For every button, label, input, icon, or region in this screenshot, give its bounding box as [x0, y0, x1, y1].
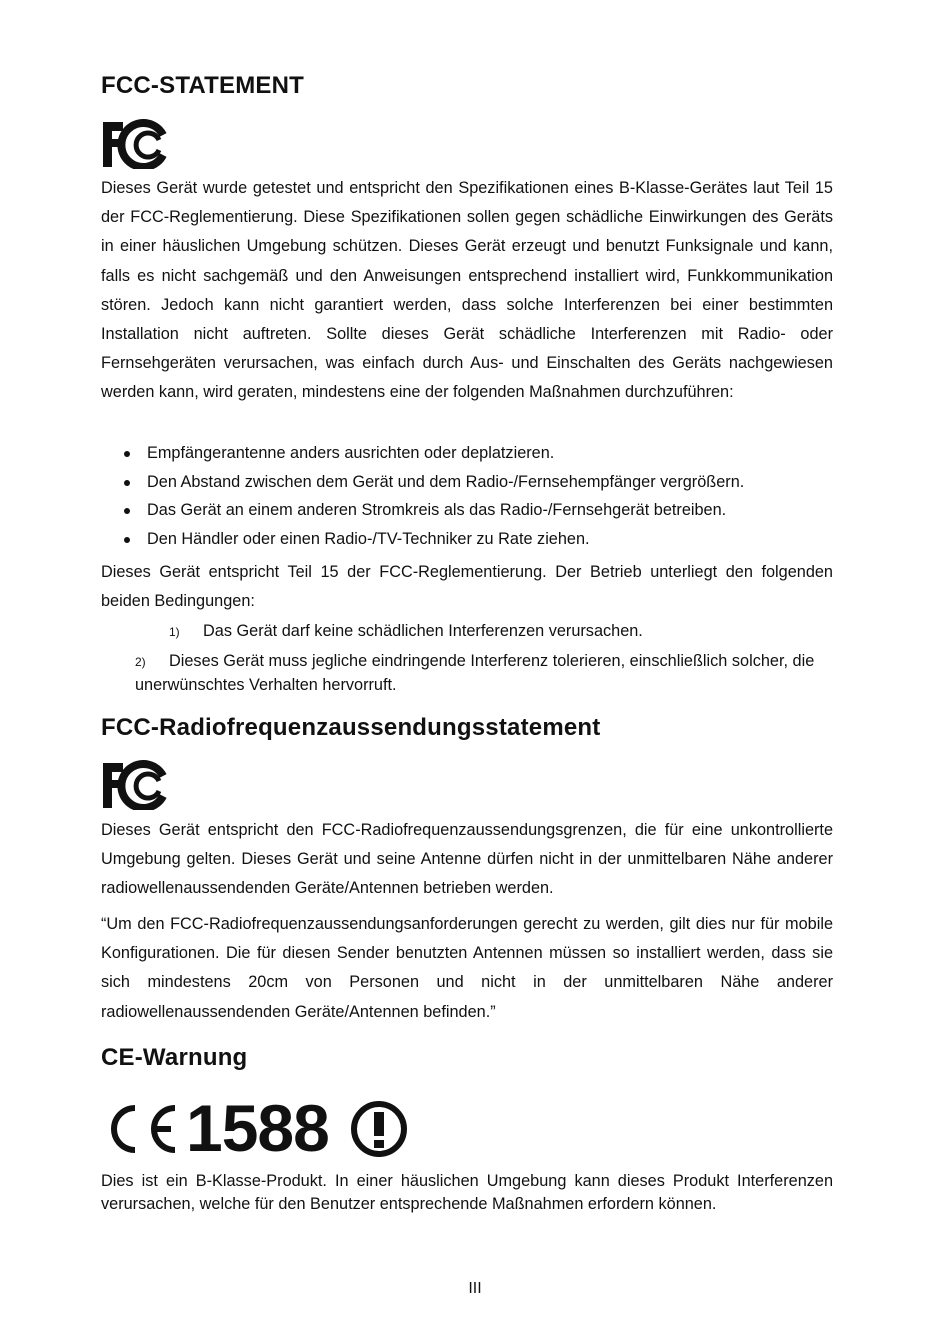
fcc-radiofrequency-paragraph: Dieses Gerät entspricht den FCC-Radiofrequenzaussendungsgrenzen, die für eine unkontrollierte Umgebung gelten. Dieses Gerät und seine Antenne dürfen nicht in der unmittelbaren Nähe anderer radiowellenaussendenden Geräte/Antennen betrieben werden. — [101, 821, 833, 898]
bullet-icon — [124, 537, 130, 543]
fcc-statement-paragraph: Dieses Gerät wurde getestet und entspricht den Spezifikationen eines B-Klasse-Gerätes laut Teil 15 der FCC-Reglementierung. Diese Spezifikationen sollen gegen schädliche Einwirkungen des Geräts in einer häuslichen Umgebung schützen. Dieses Gerät erzeugt und benutzt Funksignale und kann, falls es nicht sachgemäß und den Anweisungen entsprechend installiert wird, Funkkommunikation stören. Jedoch kann nicht garantiert werden, dass solche Interferenzen bei einer bestimmten Installation nicht auftreten. Sollte dieses Gerät schädliche Interferenzen mit Radio- oder Fernsehgeräten verursachen, was einfach durch Aus- und Einschalten des Geräts nachgewiesen werden kann, wird geraten, mindestens eine der folgenden Maßnahmen durchzuführen: — [101, 179, 833, 402]
list-item: Empfängerantenne anders ausrichten oder deplatzieren. — [101, 439, 833, 468]
list-item: 1) Das Gerät darf keine schädlichen Interferenzen verursachen. — [169, 622, 643, 640]
alert-circle-icon — [350, 1100, 408, 1158]
section-heading-ce-warning: CE-Warnung — [101, 1044, 248, 1071]
ce-warning-paragraph: Dies ist ein B-Klasse-Produkt. In einer häuslichen Umgebung kann dieses Produkt Interferenzen verursachen, welche für den Benutzer entsprechende Maßnahmen erfordern können. — [101, 1172, 833, 1213]
section-heading-fcc-radiofrequency: FCC-Radiofrequenzaussendungsstatement — [101, 714, 601, 741]
list-item: Den Händler oder einen Radio-/TV-Techniker zu Rate ziehen. — [101, 525, 833, 554]
fcc-conditions-list — [135, 620, 835, 697]
ce-notified-body-number: 1588 — [186, 1091, 329, 1165]
fcc-logo — [101, 119, 169, 169]
bullet-icon — [124, 451, 130, 457]
bullet-icon — [124, 508, 130, 514]
fcc-measures-list — [101, 439, 833, 553]
fcc-conditions-intro: Dieses Gerät entspricht Teil 15 der FCC-Reglementierung. Der Betrieb unterliegt den folgenden beiden Bedingungen: — [101, 563, 833, 611]
fcc-logo — [101, 760, 169, 810]
section-heading-fcc-statement: FCC-STATEMENT — [101, 72, 305, 99]
list-item: Den Abstand zwischen dem Gerät und dem Radio-/Fernsehempfänger vergrößern. — [101, 468, 833, 497]
ce-mark — [101, 1100, 181, 1158]
list-item: Das Gerät an einem anderen Stromkreis als das Radio-/Fernsehgerät betreiben. — [101, 496, 833, 525]
list-item: 2) Dieses Gerät muss jegliche eindringende Interferenz tolerieren, einschließlich solcher, die unerwünschtes Verhalten hervorruft. — [135, 652, 815, 694]
bullet-icon — [124, 480, 130, 486]
page-number: III — [468, 1280, 482, 1297]
fcc-radiofrequency-quote: “Um den FCC-Radiofrequenzaussendungsanforderungen gerecht zu werden, gilt dies nur für mobile Konfigurationen. Die für diesen Sender benutzten Antennen müssen so installiert werden, dass sie sich mindestens 20cm von Personen und nicht in der unmittelbaren Nähe anderer radiowellenaussendenden Geräte/Antennen befinden.” — [101, 915, 833, 1021]
